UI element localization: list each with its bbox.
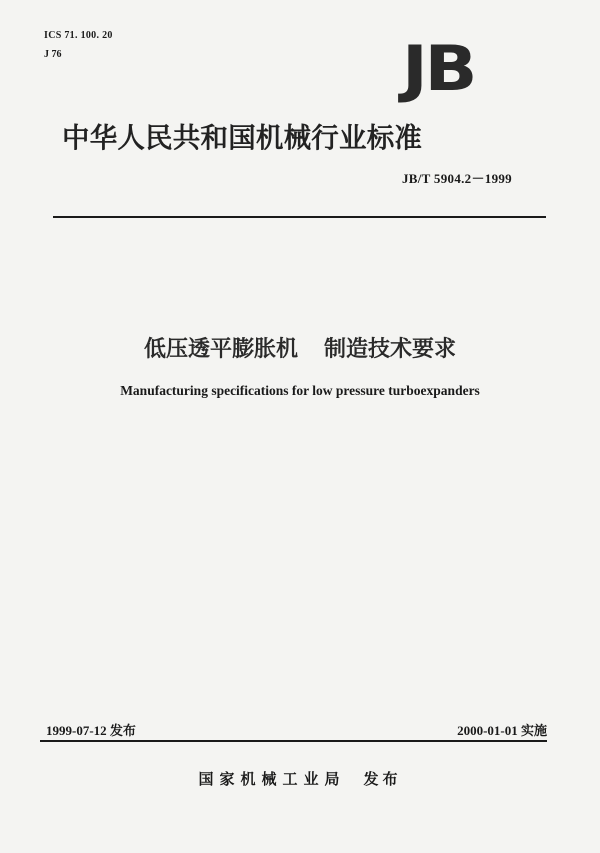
- footer-divider: [40, 740, 547, 742]
- jb-logo: JB: [402, 32, 475, 105]
- standard-number: JB/T 5904.2－1999: [401, 171, 512, 186]
- organization-title: 中华人民共和国机械行业标准: [62, 122, 423, 154]
- ics-code: ICS 71. 100. 20: [44, 30, 113, 41]
- header-divider: [53, 216, 546, 218]
- chinese-title: [0, 332, 600, 363]
- chinese-title-part1: 低压透平膨胀机: [143, 337, 298, 362]
- implement-label: 实施: [520, 724, 547, 739]
- issuer-action: 发布: [363, 770, 402, 788]
- issue-date: 1999-07-12: [46, 723, 107, 738]
- issuer-line: [0, 768, 600, 789]
- implement-date: 2000-01-01: [457, 723, 518, 738]
- issuer-name: 国家机械工业局: [198, 770, 346, 788]
- issue-date-line: [46, 720, 136, 739]
- implement-date-line: [457, 720, 547, 739]
- issue-label: 发布: [109, 724, 136, 739]
- ccs-code: J 76: [44, 49, 62, 60]
- english-title: Manufacturing specifications for low pressure turboexpanders: [120, 383, 480, 398]
- chinese-title-part2: 制造技术要求: [324, 337, 457, 362]
